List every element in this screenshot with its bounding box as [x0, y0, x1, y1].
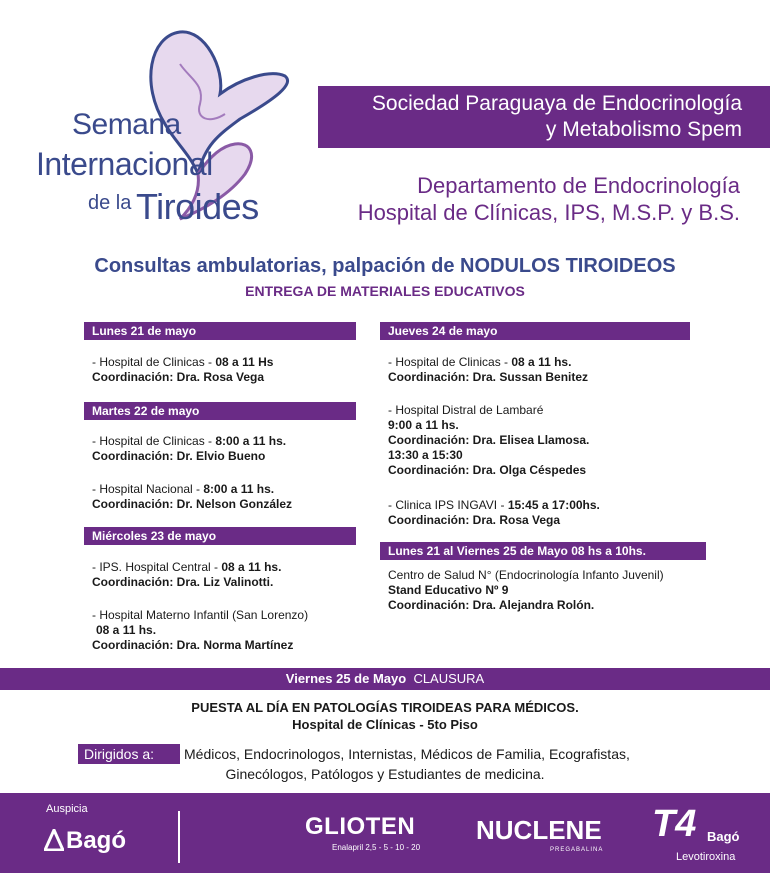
day-bar-wednesday: Miércoles 23 de mayo	[84, 527, 356, 545]
entry-time: 08 a 11 hs.	[511, 355, 572, 369]
wednesday-entry-1	[92, 560, 281, 590]
bago-wordmark: Bagó	[66, 827, 126, 854]
thursday-entry-3	[388, 498, 600, 528]
entry-place: - Hospital de Clinicas -	[92, 434, 216, 448]
society-line2: y Metabolismo Spem	[545, 118, 742, 141]
entry-time: 15:45 a 17:00hs.	[507, 498, 600, 512]
entry-place: - Hospital Materno Infantil (San Lorenzo)	[92, 608, 309, 622]
day-bar-thursday: Jueves 24 de mayo	[380, 322, 690, 340]
t4-subtitle: Levotiroxina	[676, 851, 736, 863]
entry-time: 9:00 a 11 hs.	[388, 418, 459, 432]
entry-place: - Hospital Distral de Lambaré	[388, 403, 544, 417]
entry-time: 08 a 11 hs.	[221, 560, 282, 574]
entry-place: - Clinica IPS INGAVI -	[388, 498, 508, 512]
entry-coordination: Coordinación: Dr. Elvio Bueno	[92, 449, 266, 463]
logo-de-la: de la	[88, 192, 132, 214]
entry-coordination: Coordinación: Dr. Nelson González	[92, 497, 293, 511]
society-line1: Sociedad Paraguaya de Endocrinología	[371, 92, 742, 115]
entry-time: 8:00 a 11 hs.	[215, 434, 287, 448]
logo-internacional: Internacional	[36, 146, 213, 182]
subheadline: ENTREGA DE MATERIALES EDUCATIVOS	[245, 283, 525, 299]
thursday-entry-1	[388, 355, 588, 385]
entry-coordination: Coordinación: Dra. Norma Martínez	[92, 638, 294, 652]
day-bar-week: Lunes 21 al Viernes 25 de Mayo 08 hs a 10hs.	[380, 542, 706, 560]
closing-venue: Hospital de Clínicas - 5to Piso	[292, 717, 478, 732]
entry-time: 08 a 11 hs.	[96, 623, 157, 637]
department-line2: Hospital de Clínicas, IPS, M.S.P. y B.S.	[357, 200, 740, 225]
entry-coordination: Coordinación: Dra. Rosa Vega	[92, 370, 265, 384]
closing-label: CLAUSURA	[413, 671, 485, 686]
department-block	[290, 172, 740, 226]
entry-coordination: Coordinación: Dra. Alejandra Rolón.	[388, 598, 595, 612]
entry-coordination: Coordinación: Dra. Rosa Vega	[388, 513, 561, 527]
society-banner	[318, 86, 770, 148]
t4-logo: T4	[652, 803, 697, 845]
sponsor-bar	[0, 793, 770, 873]
entry-time: 13:30 a 15:30	[388, 448, 463, 462]
tuesday-entry-1	[92, 434, 286, 464]
entry-place: - Hospital de Clinicas -	[388, 355, 512, 369]
closing-title: PUESTA AL DÍA EN PATOLOGÍAS TIROIDEAS PARA MÉDICOS.	[191, 700, 579, 715]
thursday-entry-2	[388, 403, 589, 478]
sponsor-divider	[178, 811, 180, 863]
logo-tiroides: Tiroides	[136, 186, 259, 227]
wednesday-entry-2	[92, 608, 308, 653]
nuclene-subtitle: PREGABALINA	[550, 847, 604, 853]
bago-triangle-icon	[44, 829, 64, 851]
auspicia-label: Auspicia	[46, 803, 88, 815]
glioten-logo: GLIOTEN	[305, 813, 416, 840]
entry-place: Centro de Salud N° (Endocrinología Infanto Juvenil)	[388, 568, 664, 582]
dirigidos-label: Dirigidos a:	[78, 744, 180, 764]
nuclene-logo: NUCLENE	[476, 815, 602, 845]
entry-stand: Stand Educativo Nº 9	[388, 583, 509, 597]
glioten-subtitle: Enalapril 2,5 - 5 - 10 - 20	[332, 843, 421, 852]
day-bar-tuesday: Martes 22 de mayo	[84, 402, 356, 420]
day-bar-monday: Lunes 21 de mayo	[84, 322, 356, 340]
closing-day: Viernes 25 de Mayo	[285, 671, 407, 686]
entry-coordination: Coordinación: Dra. Sussan Benitez	[388, 370, 589, 384]
entry-place: - IPS. Hospital Central -	[92, 560, 222, 574]
monday-entry-1	[92, 355, 273, 385]
entry-coordination: Coordinación: Dra. Elisea Llamosa.	[388, 433, 590, 447]
tuesday-entry-2	[92, 482, 292, 512]
entry-place: - Hospital Nacional -	[92, 482, 204, 496]
headline: Consultas ambulatorias, palpación de NODULOS TIROIDEOS	[94, 255, 676, 277]
t4-bago: Bagó	[707, 829, 740, 844]
entry-coordination: Coordinación: Dra. Olga Céspedes	[388, 463, 587, 477]
week-entry	[388, 568, 664, 613]
department-line1: Departamento de Endocrinología	[417, 173, 740, 198]
dirigidos-text-1: Médicos, Endocrinologos, Internistas, Médicos de Familia, Ecografistas,	[184, 746, 630, 762]
entry-coordination: Coordinación: Dra. Liz Valinotti.	[92, 575, 274, 589]
entry-place: - Hospital de Clinicas -	[92, 355, 216, 369]
entry-time: 8:00 a 11 hs.	[203, 482, 275, 496]
closing-strip	[0, 668, 770, 690]
entry-time: 08 a 11 Hs	[215, 355, 274, 369]
dirigidos-text-2: Ginecólogos, Patólogos y Estudiantes de medicina.	[225, 766, 545, 782]
logo-semana: Semana	[72, 108, 181, 141]
